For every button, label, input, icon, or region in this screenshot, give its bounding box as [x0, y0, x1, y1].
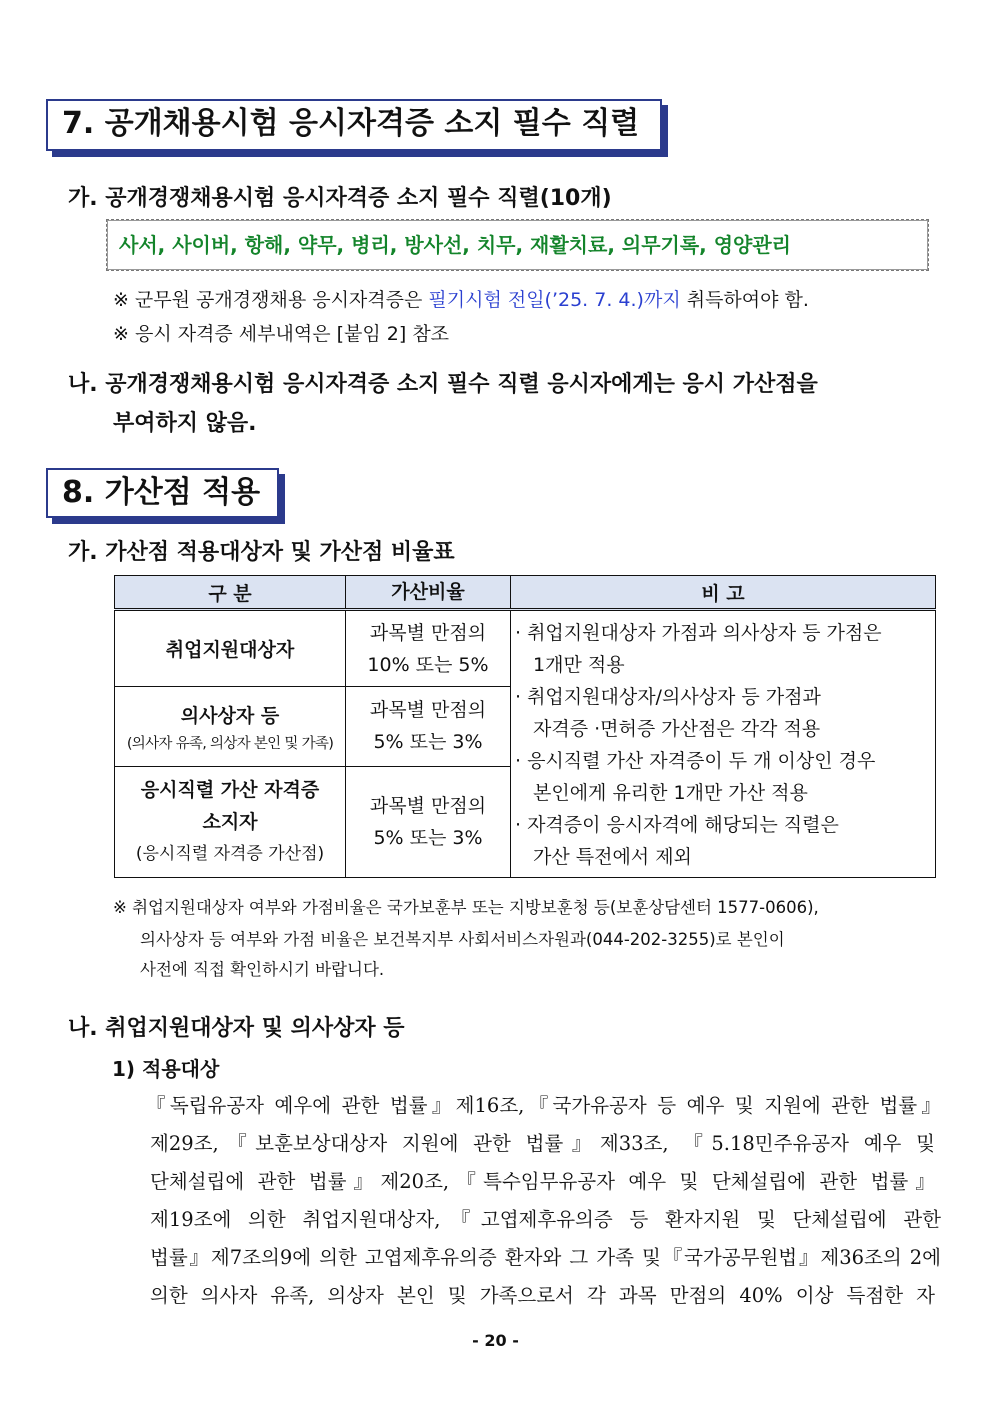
section-8-sub-b: 나. 취업지원대상자 및 의사상자 등	[68, 1016, 405, 1041]
table-row	[115, 610, 936, 687]
footnote-line-1: ※ 취업지원대상자 여부와 가점비율은 국가보훈부 또는 지방보훈청 등(보훈상담센터 1577-0606),	[113, 898, 819, 917]
section-7-note-2: ※ 응시 자격증 세부내역은 [붙임 2] 참조	[113, 323, 450, 345]
section-8-title: 8. 가산점 적용	[46, 468, 279, 518]
body-line-3: 단체설립에 관한 법률』제20조,『특수임무유공자 예우 및 단체설립에 관한 법률』	[150, 1170, 935, 1193]
section-7-title: 7. 공개채용시험 응시자격증 소지 필수 직렬	[46, 99, 662, 151]
row-3-category	[115, 766, 346, 877]
header-category: 구 분	[115, 576, 346, 610]
note-1-suffix: 취득하여야 함.	[680, 289, 809, 311]
section-7-note-1	[113, 285, 809, 312]
table-header-row	[115, 576, 936, 610]
row-2-category	[115, 687, 346, 766]
row-3-rate	[346, 766, 511, 877]
remark-item	[515, 745, 931, 809]
remark-item	[515, 681, 931, 745]
page-number: - 20 -	[472, 1331, 519, 1350]
row-2-rate-line-2: 5% 또는 3%	[373, 731, 483, 754]
row-1-rate-line-2: 10% 또는 5%	[367, 653, 489, 676]
row-3-rate-line-2: 5% 또는 3%	[373, 826, 483, 849]
body-line-5: 법률』제7조의9에 의한 고엽제후유의증 환자와 그 가족 및『국가공무원법』제36조의 2에	[150, 1246, 941, 1269]
remark-2-line-2: 자격증 ·면허증 가산점은 각각 적용	[533, 718, 821, 741]
row-3-category-sub: (응시직렬 자격증 가산점)	[135, 843, 325, 864]
remark-3-line-2: 본인에게 유리한 1개만 가산 적용	[533, 782, 808, 805]
row-1-rate	[346, 610, 511, 687]
row-1-category: 취업지원대상자	[115, 610, 346, 687]
body-line-1: 『독립유공자 예우에 관한 법률』제16조,『국가유공자 등 예우 및 지원에 관한 법률』	[146, 1094, 941, 1117]
section-8-sub-a: 가. 가산점 적용대상자 및 가산점 비율표	[68, 540, 455, 565]
row-3-category-line-2: 소지자	[202, 810, 258, 833]
remark-4-line-1: · 자격증이 응시자격에 해당되는 직렬은	[515, 814, 839, 837]
row-1-rate-line-1: 과목별 만점의	[369, 621, 487, 644]
item-1-title: 1) 적용대상	[112, 1057, 220, 1081]
body-line-4: 제19조에 의한 취업지원대상자,『고엽제후유의증 등 환자지원 및 단체설립에 관한	[150, 1208, 941, 1231]
note-1-prefix: ※ 군무원 공개경쟁채용 응시자격증은	[113, 289, 429, 311]
header-remarks: 비 고	[511, 576, 936, 610]
note-1-highlight: 필기시험 전일(’25. 7. 4.)까지	[428, 289, 681, 311]
row-2-category-main: 의사상자 등	[180, 704, 280, 727]
remark-item	[515, 617, 931, 681]
remark-3-line-1: · 응시직렬 가산 자격증이 두 개 이상인 경우	[515, 750, 876, 773]
body-line-2: 제29조,『보훈보상대상자 지원에 관한 법률』제33조, 『5.18민주유공자 예우 및	[150, 1132, 935, 1155]
footnote-line-2: 의사상자 등 여부와 가점 비율은 보건복지부 사회서비스자원과(044-202-3255)로 본인이	[140, 930, 785, 949]
footnote-line-3: 사전에 직접 확인하시기 바랍니다.	[140, 960, 385, 979]
header-rate: 가산비율	[346, 576, 511, 610]
row-3-rate-line-1: 과목별 만점의	[369, 794, 487, 817]
remark-1-line-2: 1개만 적용	[533, 654, 625, 677]
row-2-rate	[346, 687, 511, 766]
section-7-sub-a: 가. 공개경쟁채용시험 응시자격증 소지 필수 직렬(10개)	[68, 186, 612, 211]
row-3-category-main: 응시직렬 가산 자격증	[140, 778, 320, 801]
remark-item	[515, 809, 931, 873]
bonus-rate-table	[114, 575, 936, 878]
section-7-sub-b-line-2: 부여하지 않음.	[113, 411, 257, 436]
remarks-cell	[511, 610, 936, 878]
remark-1-line-1: · 취업지원대상자 가점과 의사상자 등 가점은	[515, 622, 882, 645]
row-2-category-sub: (의사자 유족, 의상자 본인 및 가족)	[126, 735, 334, 752]
body-line-6: 의한 의사자 유족, 의상자 본인 및 가족으로서 각 과목 만점의 40% 이상 득점한 자	[150, 1284, 935, 1307]
remark-4-line-2: 가산 특전에서 제외	[533, 846, 692, 869]
required-series-list: 사서, 사이버, 항해, 약무, 병리, 방사선, 치무, 재활치료, 의무기록, 영양관리	[106, 219, 929, 271]
remark-2-line-1: · 취업지원대상자/의사상자 등 가점과	[515, 686, 821, 709]
section-7-sub-b-line-1: 나. 공개경쟁채용시험 응시자격증 소지 필수 직렬 응시자에게는 응시 가산점을	[68, 372, 818, 397]
row-2-rate-line-1: 과목별 만점의	[369, 699, 487, 722]
